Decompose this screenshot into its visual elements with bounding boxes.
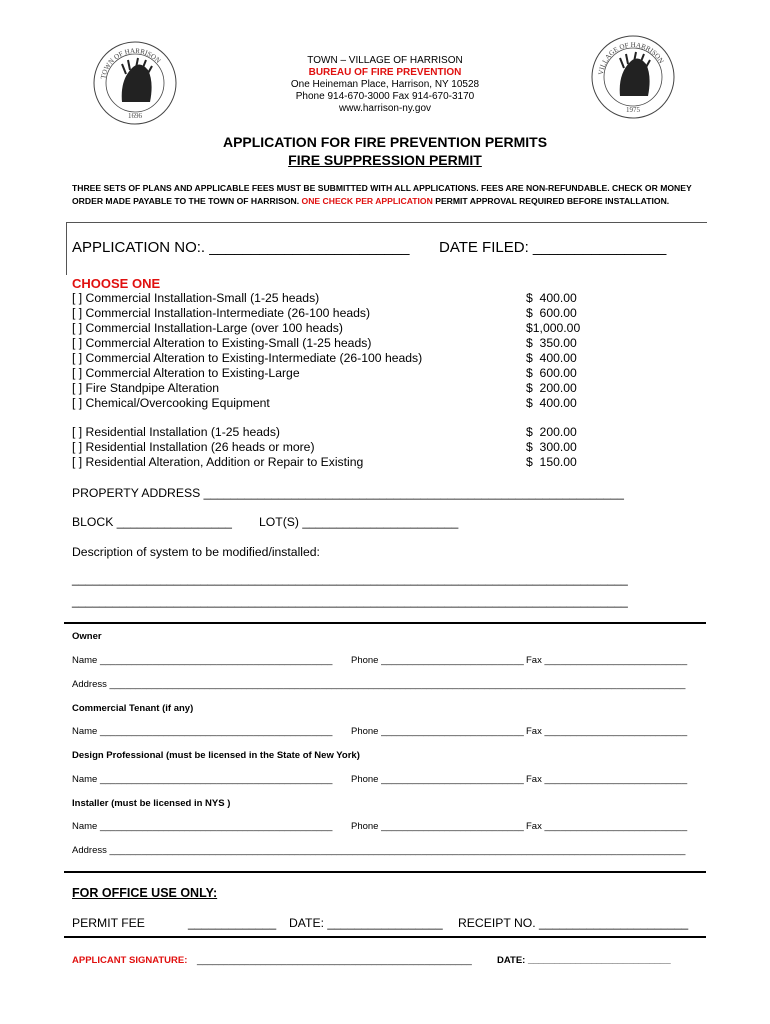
residential-option-1[interactable]: [ ] Residential Installation (1-25 heads) [72, 425, 280, 439]
installer-address-field[interactable]: Address _____________________________________________________________________________________________________________ [72, 845, 686, 856]
permit-fee-label: PERMIT FEE [72, 916, 145, 930]
installer-name-field[interactable]: Name ____________________________________________ [72, 821, 333, 832]
seal-left-year: 1696 [128, 112, 142, 120]
owner-address-field[interactable]: Address _____________________________________________________________________________________________________________ [72, 679, 686, 690]
commercial-fee-8: $ 400.00 [526, 396, 577, 410]
header-town: TOWN – VILLAGE OF HARRISON [307, 55, 463, 66]
owner-fax-field[interactable]: Fax ___________________________ [526, 655, 688, 666]
commercial-option-8[interactable]: [ ] Chemical/Overcooking Equipment [72, 396, 270, 410]
commercial-fee-1: $ 400.00 [526, 291, 577, 305]
commercial-option-2[interactable]: [ ] Commercial Installation-Intermediate (26-100 heads) [72, 306, 371, 320]
owner-phone-field[interactable]: Phone ___________________________ [351, 655, 524, 666]
tenant-phone-field[interactable]: Phone ___________________________ [351, 726, 524, 737]
commercial-option-6[interactable]: [ ] Commercial Alteration to Existing-Large [72, 366, 300, 380]
commercial-fee-6: $ 600.00 [526, 366, 577, 380]
divider [64, 936, 706, 938]
commercial-option-5[interactable]: [ ] Commercial Alteration to Existing-Intermediate (26-100 heads) [72, 351, 423, 365]
commercial-option-1[interactable]: [ ] Commercial Installation-Small (1-25 heads) [72, 291, 320, 305]
applicant-signature-label: APPLICANT SIGNATURE: [72, 955, 188, 966]
residential-fee-2: $ 300.00 [526, 440, 577, 454]
office-date-field[interactable]: DATE: _________________ [289, 916, 443, 930]
notice-tail: PERMIT APPROVAL REQUIRED BEFORE INSTALLATION. [435, 196, 670, 206]
signature-date-field[interactable]: DATE: ___________________________ [497, 955, 671, 966]
office-use-heading: FOR OFFICE USE ONLY: [72, 886, 218, 900]
commercial-fee-4: $ 350.00 [526, 336, 577, 350]
installer-phone-field[interactable]: Phone ___________________________ [351, 821, 524, 832]
description-label: Description of system to be modified/installed: [72, 545, 320, 559]
applicant-signature-field[interactable]: ____________________________________________________ [197, 955, 472, 966]
description-line-2[interactable]: __________________________________________________________________________________ [72, 594, 628, 608]
header-website: www.harrison-ny.gov [338, 103, 432, 114]
residential-fee-3: $ 150.00 [526, 455, 577, 469]
commercial-option-4[interactable]: [ ] Commercial Alteration to Existing-Small (1-25 heads) [72, 336, 372, 350]
design-professional-heading: Design Professional (must be licensed in the State of New York) [72, 750, 360, 761]
header-phone: Phone 914-670-3000 Fax 914-670-3170 [295, 91, 475, 102]
header-bureau: BUREAU OF FIRE PREVENTION [308, 67, 462, 78]
lots-field[interactable]: LOT(S) _______________________ [259, 515, 459, 529]
notice-main: THREE SETS OF PLANS AND APPLICABLE FEES MUST BE SUBMITTED WITH ALL APPLICATIONS. FEES ARE NON-REFUNDABLE. CHECK OR MONEY ORDER MADE PAYABLE TO THE TOWN OF HARRISON. [72, 183, 692, 206]
seal-right-year: 1975 [626, 106, 640, 114]
design-phone-field[interactable]: Phone ___________________________ [351, 774, 524, 785]
commercial-fee-7: $ 200.00 [526, 381, 577, 395]
header-address: One Heineman Place, Harrison, NY 10528 [290, 79, 480, 90]
owner-name-field[interactable]: Name ____________________________________________ [72, 655, 333, 666]
installer-heading: Installer (must be licensed in NYS ) [72, 798, 231, 809]
residential-fee-1: $ 200.00 [526, 425, 577, 439]
design-fax-field[interactable]: Fax ___________________________ [526, 774, 688, 785]
divider [64, 871, 706, 873]
property-address-field[interactable]: PROPERTY ADDRESS ______________________________________________________________ [72, 486, 624, 500]
divider [64, 622, 706, 624]
commercial-fee-3: $1,000.00 [526, 321, 581, 335]
commercial-option-7[interactable]: [ ] Fire Standpipe Alteration [72, 381, 220, 395]
notice-highlight: ONE CHECK PER APPLICATION [301, 196, 433, 206]
installer-fax-field[interactable]: Fax ___________________________ [526, 821, 688, 832]
tenant-fax-field[interactable]: Fax ___________________________ [526, 726, 688, 737]
block-field[interactable]: BLOCK _________________ [72, 515, 232, 529]
choose-one-label: CHOOSE ONE [72, 276, 161, 291]
residential-option-3[interactable]: [ ] Residential Alteration, Addition or Repair to Existing [72, 455, 364, 469]
commercial-fee-5: $ 400.00 [526, 351, 577, 365]
tenant-name-field[interactable]: Name ____________________________________________ [72, 726, 333, 737]
commercial-option-3[interactable]: [ ] Commercial Installation-Large (over 100 heads) [72, 321, 343, 335]
owner-heading: Owner [72, 631, 102, 642]
permit-fee-field[interactable]: _____________ [188, 916, 277, 930]
notice-text [72, 182, 692, 208]
description-line-1[interactable]: __________________________________________________________________________________ [72, 572, 628, 586]
receipt-number-field[interactable]: RECEIPT NO. ______________________ [458, 916, 689, 930]
residential-option-2[interactable]: [ ] Residential Installation (26 heads or more) [72, 440, 315, 454]
page-subtitle: FIRE SUPPRESSION PERMIT [288, 152, 482, 168]
page-title: APPLICATION FOR FIRE PREVENTION PERMITS [222, 134, 548, 150]
seal-right-text: VILLAGE OF HARRISON [597, 40, 666, 76]
commercial-fee-2: $ 600.00 [526, 306, 577, 320]
tenant-heading: Commercial Tenant (if any) [72, 703, 194, 714]
application-number-field[interactable]: APPLICATION NO:. ________________________ [72, 239, 410, 256]
date-filed-field[interactable]: DATE FILED: ________________ [439, 239, 667, 256]
seal-left-text: TOWN OF HARRISON [99, 46, 163, 80]
design-name-field[interactable]: Name ____________________________________________ [72, 774, 333, 785]
